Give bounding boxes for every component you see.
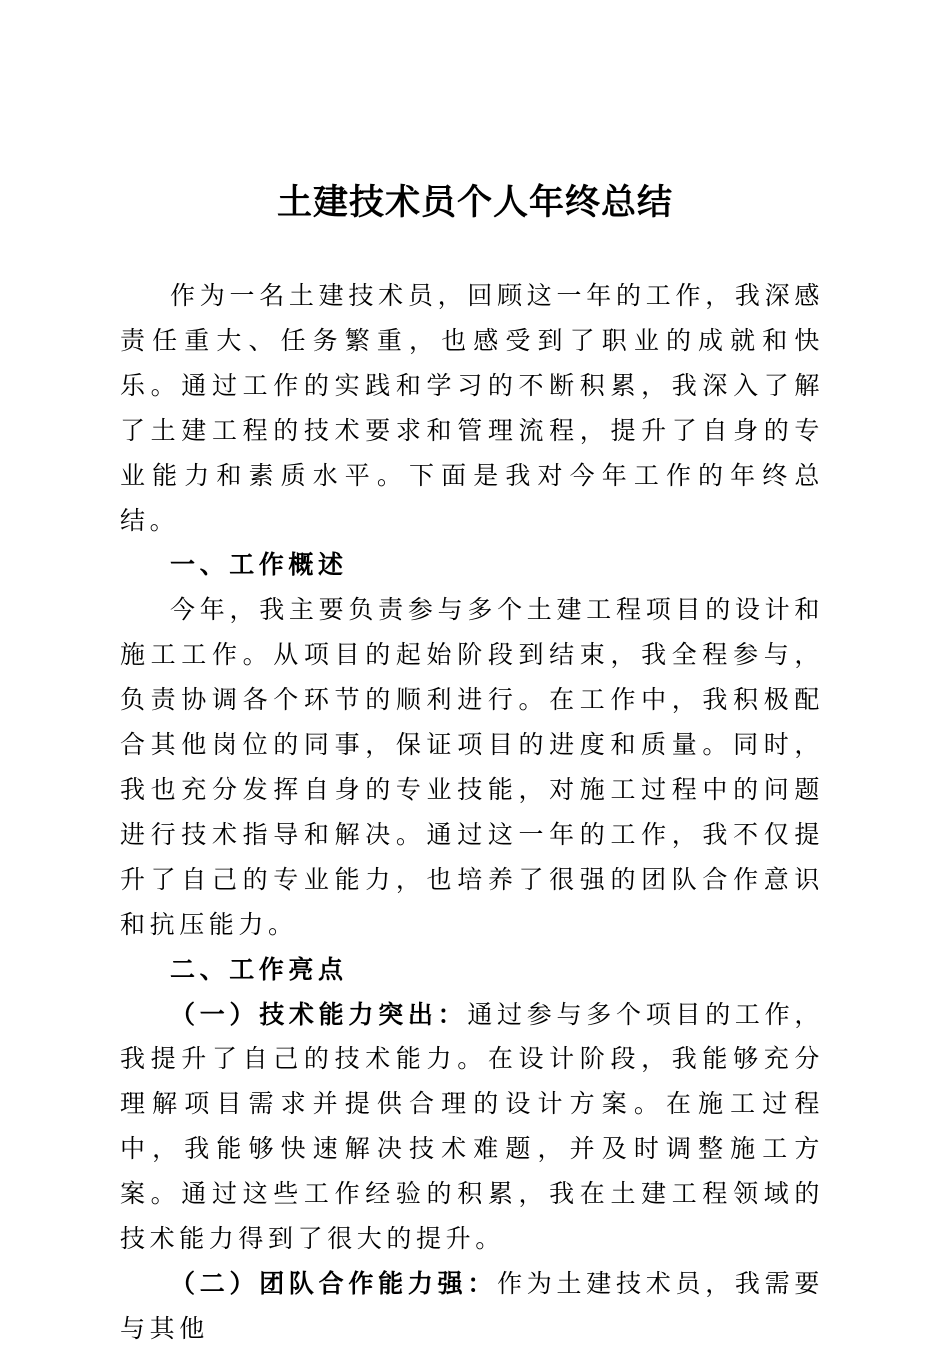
highlight-item-teamwork [120, 1262, 824, 1352]
overview-paragraph: 今年，我主要负责参与多个土建工程项目的设计和施工工作。从项目的起始阶段到结束，我全程参与，负责协调各个环节的顺利进行。在工作中，我积极配合其他岗位的同事，保证项目的进度和质量。同时，我也充分发挥自身的专业技能，对施工过程中的问题进行技术指导和解决。通过这一年的工作，我不仅提升了自己的专业能力，也培养了很强的团队合作意识和抗压能力。 [120, 595, 824, 939]
highlight-item-text: 作为土建技术员，我需要与其他 [120, 1268, 824, 1343]
intro-paragraph: 作为一名土建技术员，回顾这一年的工作，我深感责任重大、任务繁重，也感受到了职业的成就和快乐。通过工作的实践和学习的不断积累，我深入了解了土建工程的技术要求和管理流程，提升了自身的专业能力和素质水平。下面是我对今年工作的年终总结。 [120, 281, 824, 535]
highlight-item-technical [120, 993, 824, 1262]
page-title: 土建技术员个人年终总结 [276, 182, 673, 223]
highlight-item-lead: （二）团队合作能力强： [170, 1268, 498, 1298]
highlight-item-text: 通过参与多个项目的工作，我提升了自己的技术能力。在设计阶段，我能够充分理解项目需求并提供合理的设计方案。在施工过程中，我能够快速解决技术难题，并及时调整施工方案。通过这些工作经验的积累，我在土建工程领域的技术能力得到了很大的提升。 [120, 999, 824, 1254]
section-heading-highlights: 二、工作亮点 [170, 954, 348, 984]
document-body [120, 274, 824, 1352]
section-heading-overview: 一、工作概述 [170, 550, 348, 580]
highlight-item-lead: （一）技术能力突出： [170, 999, 468, 1029]
